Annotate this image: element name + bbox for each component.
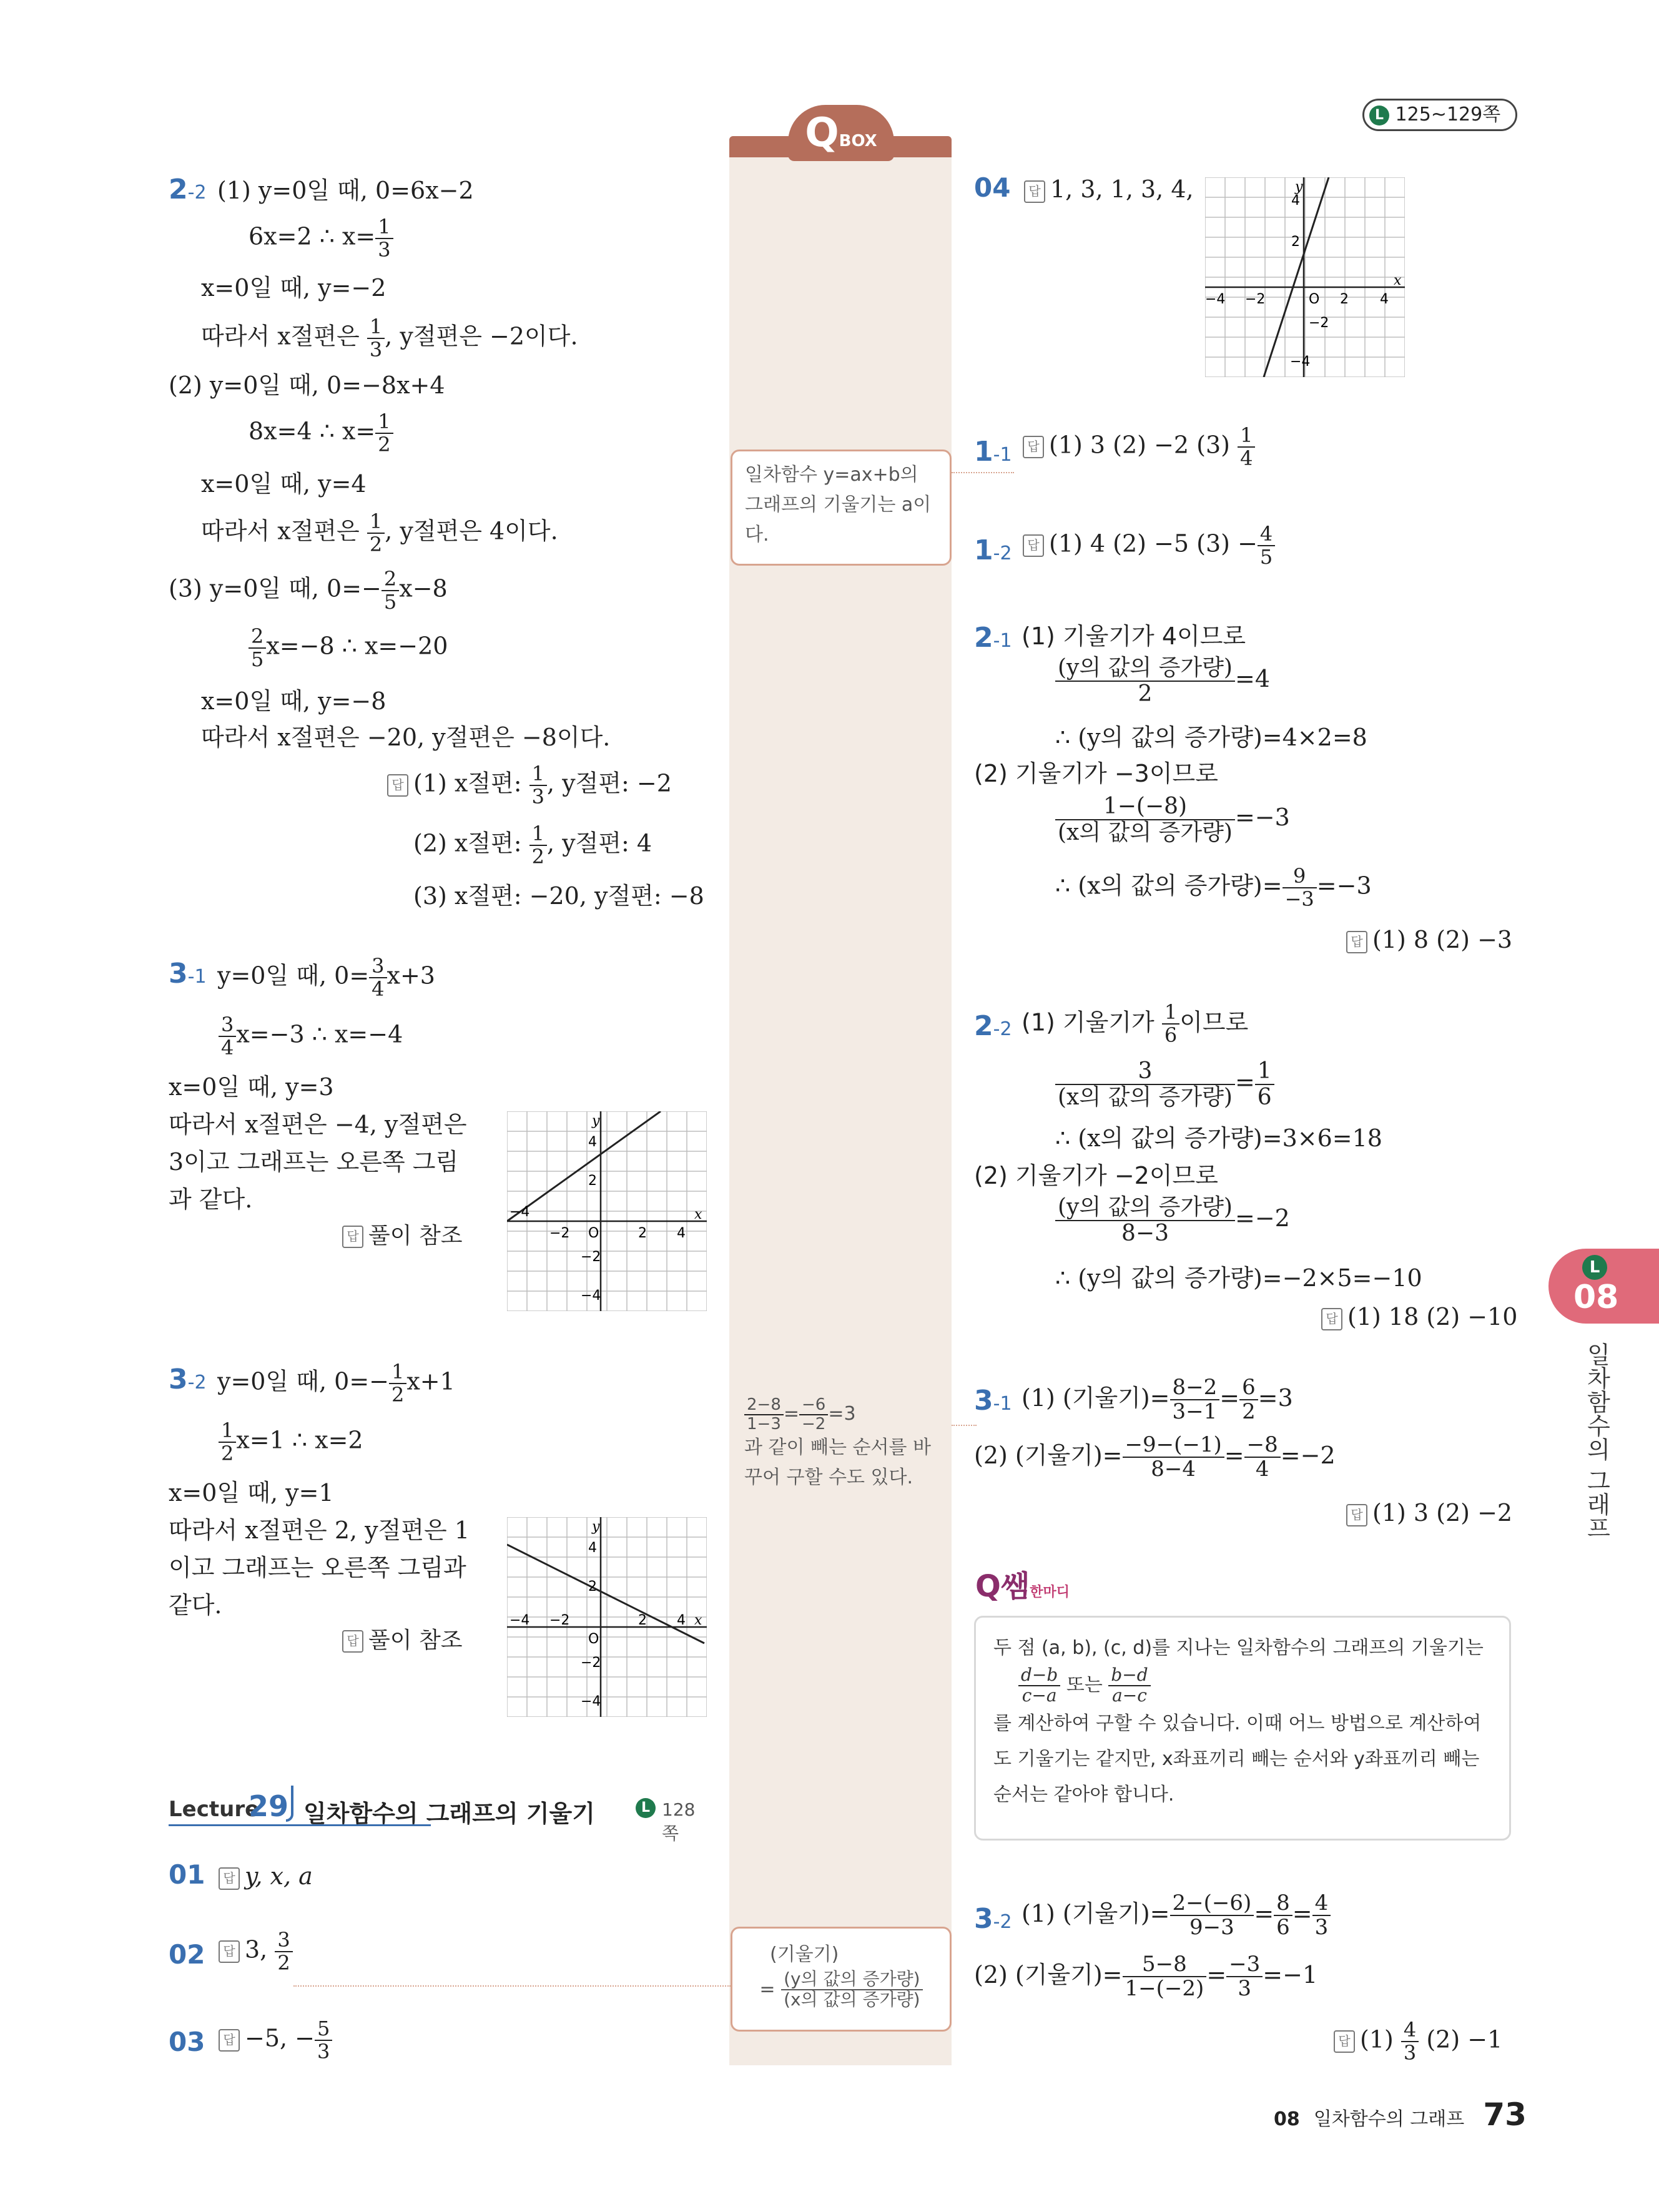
answer-icon: 답 [387, 774, 408, 797]
tick-label: −2 [1309, 315, 1329, 331]
tick-label: 2 [638, 1226, 647, 1241]
graph-3-2 [507, 1517, 707, 1717]
question-03: 03 [169, 2027, 205, 2057]
lecture-icon: L [636, 1798, 656, 1818]
tick-label: 2 [1340, 292, 1349, 307]
answer-line: 답 (1) 8 (2) −3 [1346, 928, 1512, 953]
text-line: $\frac{\text{(y의 값의 증가량)}}{2}$ =4 [1055, 656, 1270, 706]
axis-label: x [694, 1207, 702, 1222]
leader-line [952, 1425, 977, 1426]
answer-icon: 답 [342, 1226, 363, 1248]
answer-line: (2) x절편: $\frac{1}{2}$ , y절편: 4 [413, 822, 652, 869]
tick-label: −2 [549, 1613, 570, 1628]
problem-2-2-number: 2-2 [169, 174, 207, 205]
answer-line: 답 1, 3, 1, 3, 4, [1024, 177, 1194, 203]
axis-label: y [592, 1519, 600, 1535]
chapter-tab-number: 08 [1573, 1279, 1619, 1316]
leader-line [293, 1985, 731, 1987]
text-line: 3이고 그래프는 오른쪽 그림 [169, 1148, 459, 1176]
problem-3-2-number: 3-2 [169, 1364, 207, 1395]
qssam-title: Q쌤한마디 [975, 1569, 1070, 1604]
problem-3-1-number: 3-1 [169, 958, 207, 990]
text-line: 6x=2 ∴ x= $\frac{1}{3}$ [249, 216, 393, 261]
answer-line: (3) x절편: −20, y절편: −8 [413, 882, 704, 910]
lecture-divider [286, 1786, 293, 1822]
answer-line: 답 풀이 참조 [342, 1225, 463, 1248]
tick-label: O [588, 1631, 599, 1647]
question-04: 04 [974, 172, 1011, 203]
note-order: $\frac{2-8}{1-3}$ = $\frac{-6}{-2}$ =3 과 같이 빼는 순서를 바꾸어 구할 수도 있다. [744, 1395, 931, 1489]
problem-3-1-number: 3-1 [974, 1385, 1012, 1417]
answer-icon: 답 [1023, 436, 1044, 458]
axis-label: y [592, 1113, 600, 1129]
question-01: 01 [169, 1859, 205, 1890]
answer-icon: 답 [1334, 2030, 1355, 2053]
note-slope: 일차함수 y=ax+b의 그래프의 기울기는 a이다. [731, 450, 952, 566]
text-line: ∴ (y의 값의 증가량)=−2×5=−10 [1055, 1264, 1422, 1292]
tick-label: −2 [581, 1249, 601, 1265]
text-line: (1) (기울기)= $\frac{8-2}{3-1}$ = $\frac{6}{2}$ =3 [1021, 1375, 1293, 1425]
text-line: 같다. [169, 1591, 222, 1619]
answer-icon: 답 [1023, 534, 1044, 557]
tick-label: 2 [638, 1613, 647, 1628]
text-line: $\frac{3}{\text{(x의 값의 증가량)}}$ = $\frac{1}{6}$ [1055, 1059, 1274, 1109]
answer-line: 답 (1) 3 (2) −2 [1346, 1501, 1512, 1526]
answer-icon: 답 [1024, 180, 1045, 203]
qbox-label: BOX [839, 132, 877, 150]
text-line: (3) y=0일 때, 0=− $\frac{2}{5}$ x−8 [169, 567, 448, 614]
text-line: 따라서 x절편은 −20, y절편은 −8이다. [201, 724, 611, 751]
axis-label: y [1295, 179, 1303, 195]
qbox-column [729, 142, 952, 2065]
answer-line: 답 풀이 참조 [342, 1630, 463, 1653]
problem-2-2-number: 2-2 [974, 1010, 1012, 1042]
tick-label: 2 [588, 1579, 597, 1595]
chapter-tab-badge: L [1582, 1255, 1607, 1280]
problem-1-2-number: 1-2 [974, 534, 1012, 566]
answer-line: 답 −5, − $\frac{5}{3}$ [219, 2018, 332, 2063]
note-slope-formula: (기울기) = $\frac{\text{(y의 값의 증가량)}}{\text{(x의 값의 증가량)}}$ [731, 1927, 952, 2032]
tick-label: 4 [588, 1540, 597, 1556]
tick-label: −2 [1245, 292, 1266, 307]
text-line: x=0일 때, y=1 [169, 1479, 334, 1507]
lecture-label: Lecture [169, 1797, 260, 1822]
text-line: 따라서 x절편은 −4, y절편은 [169, 1111, 467, 1138]
tick-label: −2 [581, 1655, 601, 1671]
text-line: $\frac{\text{(y의 값의 증가량)}}{8-3}$ =−2 [1055, 1195, 1290, 1246]
tick-label: 4 [1380, 292, 1389, 307]
graph-3-1 [507, 1111, 707, 1311]
answer-line: 답 y, x, a [219, 1864, 313, 1890]
answer-icon: 답 [1321, 1308, 1342, 1330]
text-line: $\frac{1}{2}$ x=1 ∴ x=2 [219, 1420, 363, 1465]
lecture-underline [169, 1824, 431, 1826]
chapter-tab-title: 일차함수의 그래프 [1583, 1342, 1610, 1540]
page-number: 73 [1483, 2096, 1527, 2133]
answer-line: 답 (1) 18 (2) −10 [1321, 1305, 1517, 1330]
lecture-title: 일차함수의 그래프의 기울기 [303, 1800, 595, 1827]
leader-line [952, 472, 1014, 473]
tick-label: O [588, 1226, 599, 1241]
tick-label: 2 [1291, 234, 1300, 250]
text-line: ∴ (x의 값의 증가량)= $\frac{9}{-3}$ =−3 [1055, 864, 1372, 912]
lecture-number: 29 [249, 1789, 289, 1823]
tick-label: 4 [677, 1613, 686, 1628]
answer-icon: 답 [219, 1867, 240, 1890]
answer-line: 답 (1) 4 (2) −5 (3) − $\frac{4}{5}$ [1023, 523, 1275, 568]
question-02: 02 [169, 1939, 205, 1970]
answer-icon: 답 [1346, 931, 1367, 953]
tick-label: −4 [581, 1288, 601, 1304]
lecture-icon: L [1369, 106, 1389, 125]
text-line: 과 같다. [169, 1186, 253, 1213]
problem-3-2-number: 3-2 [974, 1903, 1012, 1935]
text-line: x=0일 때, y=4 [201, 470, 367, 498]
answer-line: 답 (1) $\frac{4}{3}$ (2) −1 [1334, 2019, 1502, 2064]
tick-label: 4 [1291, 193, 1300, 209]
page-ref-text: 125~129쪽 [1395, 104, 1501, 125]
text-line: $\frac{3}{4}$ x=−3 ∴ x=−4 [219, 1014, 403, 1059]
answer-icon: 답 [219, 2029, 240, 2052]
text-line: x=0일 때, y=3 [169, 1073, 334, 1101]
text-line: x=0일 때, y=−8 [201, 687, 386, 715]
text-line: (1) (기울기)= $\frac{2-(-6)}{9-3}$ = $\frac{8}{6}$ = $\frac{4}{3}$ [1021, 1892, 1331, 1940]
qbox-q: Q [805, 110, 839, 156]
text-line: y=0일 때, 0=− $\frac{1}{2}$ x+1 [217, 1360, 455, 1407]
tick-label: O [1309, 292, 1320, 307]
tick-label: 2 [588, 1173, 597, 1189]
tick-label: −4 [510, 1204, 530, 1220]
text-line: (1) 기울기가 $\frac{1}{6}$ 이므로 [1021, 1000, 1249, 1048]
tick-label: −4 [581, 1694, 601, 1709]
answer-line: 답 3, $\frac{3}{2}$ [219, 1929, 293, 1974]
tick-label: −4 [1205, 292, 1226, 307]
text-line: (2) (기울기)= $\frac{5-8}{1-(-2)}$ = $\frac{-3}{3}$ =−1 [974, 1952, 1318, 2002]
tick-label: 4 [588, 1134, 597, 1150]
answer-line: 답 (1) x절편: $\frac{1}{3}$ , y절편: −2 [387, 763, 672, 808]
text-line: (2) y=0일 때, 0=−8x+4 [169, 371, 445, 399]
text-line: 따라서 x절편은 2, y절편은 1 [169, 1516, 470, 1544]
text-line: $\frac{1-(-8)}{\text{(x의 값의 증가량)}}$ =−3 [1055, 794, 1290, 845]
text-line: 따라서 x절편은 $\frac{1}{2}$ , y절편은 4이다. [201, 509, 558, 557]
text-line: (2) (기울기)= $\frac{-9-(-1)}{8-4}$ = $\frac{-8}{4}$ =−2 [974, 1432, 1336, 1482]
answer-icon: 답 [1346, 1504, 1367, 1526]
text-line: $\frac{2}{5}$ x=−8 ∴ x=−20 [249, 626, 448, 671]
tick-label: −2 [549, 1226, 570, 1241]
page-ref [1362, 99, 1517, 131]
text-line: (1) 기울기가 4이므로 [1021, 622, 1246, 650]
lecture-page: 128쪽 [662, 1799, 696, 1844]
lecture-header [169, 1786, 712, 1844]
text-line: (2) 기울기가 −2이므로 [974, 1162, 1218, 1189]
tick-label: −4 [510, 1613, 530, 1628]
tick-label: −4 [1290, 354, 1311, 370]
answer-line: 답 (1) 3 (2) −2 (3) $\frac{1}{4}$ [1023, 425, 1255, 469]
axis-label: x [1394, 273, 1402, 288]
qssam-box: 두 점 (a, b), (c, d)를 지나는 일차함수의 그래프의 기울기는 $\frac{d-b}{c-a}$ 또는 $\frac{b-d}{a-c}$ 를 계산하여 구할 수 있습니다. 이때 어느 방법으로 계산하여 도 기울기는 같지만, x좌표끼리 빼는 순서와 y좌표끼리 빼는 순서는 같아야 합니다. [974, 1616, 1511, 1841]
text-line: 따라서 x절편은 $\frac{1}{3}$ , y절편은 −2이다. [201, 315, 578, 362]
footer-chapter: 08 [1274, 2108, 1300, 2130]
tick-label: 4 [677, 1226, 686, 1241]
text-line: ∴ (y의 값의 증가량)=4×2=8 [1055, 724, 1367, 751]
text-line: y=0일 때, 0= $\frac{3}{4}$ x+3 [217, 954, 435, 1001]
axis-label: x [694, 1613, 702, 1628]
graph-04 [1205, 177, 1405, 377]
text-line: x=0일 때, y=−2 [201, 274, 386, 302]
chapter-tab[interactable] [1548, 1249, 1659, 1324]
answer-icon: 답 [219, 1940, 240, 1963]
qbox-badge [788, 105, 894, 161]
answer-icon: 답 [342, 1630, 363, 1653]
text-line: (1) y=0일 때, 0=6x−2 [217, 177, 474, 204]
footer [1274, 2096, 1527, 2133]
text-line: 8x=4 ∴ x= $\frac{1}{2}$ [249, 411, 393, 456]
footer-title: 일차함수의 그래프 [1313, 2108, 1465, 2130]
text-line: (2) 기울기가 −3이므로 [974, 760, 1218, 787]
text-line: ∴ (x의 값의 증가량)=3×6=18 [1055, 1124, 1382, 1152]
text-line: 이고 그래프는 오른쪽 그림과 [169, 1554, 466, 1581]
problem-2-1-number: 2-1 [974, 622, 1012, 654]
problem-1-1-number: 1-1 [974, 436, 1012, 468]
